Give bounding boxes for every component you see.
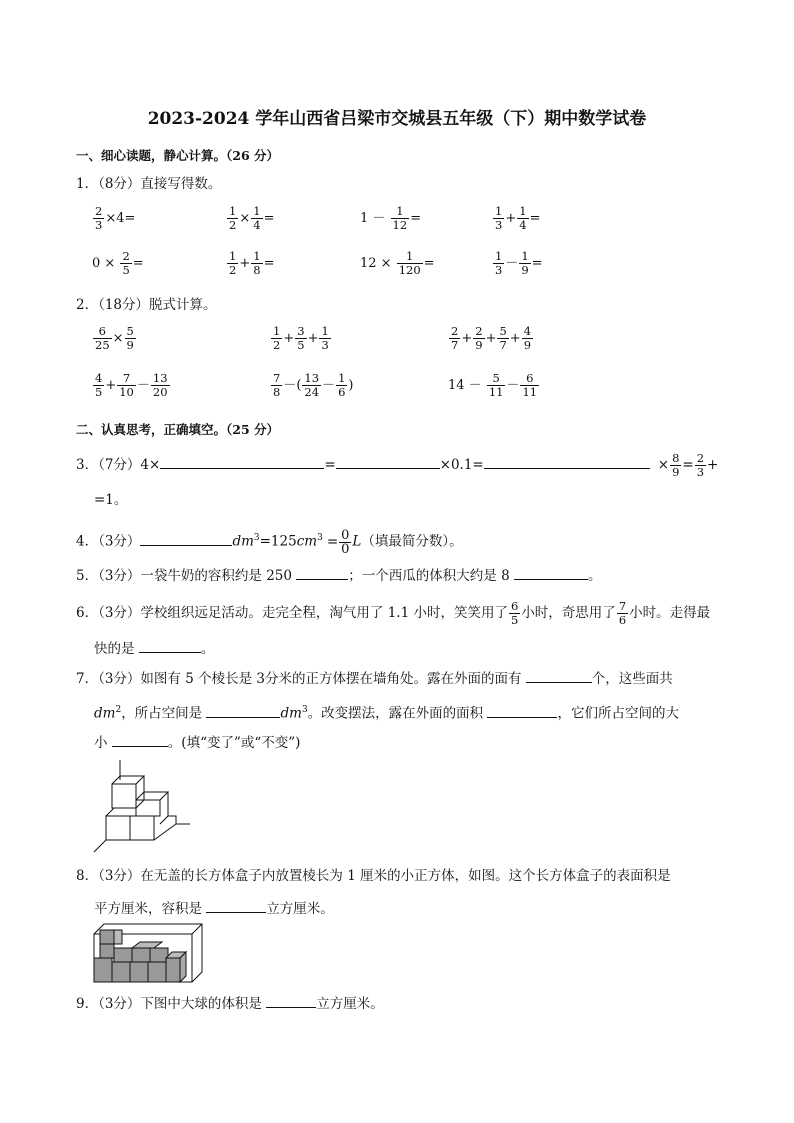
q1-expr-r2c1: 0 × $\frac{2}{5}$ = [92, 249, 144, 277]
q2-expr-e: $\frac{7}{8}$ －( $\frac{13}{24}$ － $\frac{1}{6}$ ) [273, 371, 354, 399]
q4-blank[interactable] [140, 531, 232, 546]
q5-blank-1[interactable] [296, 565, 348, 580]
q1-expr-r2c4: $\frac{1}{3}$ － $\frac{1}{9}$ = [495, 249, 543, 277]
q7-blank-2[interactable] [206, 703, 280, 718]
section-1-heading: 一、细心读题，静心计算。（26 分） [76, 148, 279, 163]
q9-blank[interactable] [266, 993, 316, 1008]
cubes-corner-figure [90, 756, 200, 856]
q1-expr-r1c2: $\frac{1}{2}$ × $\frac{1}{4}$ = [229, 204, 275, 232]
q7-blank-3[interactable] [487, 703, 557, 718]
q1-expr-r2c2: $\frac{1}{2}$ + $\frac{1}{8}$ = [229, 249, 275, 277]
question-8-line2: 平方厘米，容积是 立方厘米。 [94, 898, 334, 919]
q2-expr-b: $\frac{1}{2}$ + $\frac{3}{5}$ + $\frac{1}{3}$ [273, 324, 329, 352]
q6-blank[interactable] [139, 638, 201, 653]
q1-expr-r1c1: $\frac{2}{3}$ ×4= [95, 204, 136, 232]
question-1-head: 1．（8分）直接写得数。 [76, 176, 222, 192]
q3-blank-2[interactable] [336, 454, 440, 469]
q2-expr-f: 14 － $\frac{5}{11}$ － $\frac{6}{11}$ [448, 371, 538, 399]
q2-expr-c: $\frac{2}{7}$ + $\frac{2}{9}$ + $\frac{5}{7}$ + $\frac{4}{9}$ [451, 324, 532, 352]
question-7-line2: $dm^2$，所占空间是 $dm^3$。改变摆法，露在外面的面积 ，它们所占空间的大 [94, 700, 679, 724]
question-2-head: 2．（18分）脱式计算。 [76, 297, 217, 313]
q8-blank[interactable] [206, 898, 266, 913]
question-8-line1: 8．（3分）在无盖的长方体盒子内放置棱长为 1 厘米的小正方体，如图。这个长方体盒子的表面积是 [76, 868, 671, 884]
q3-blank-3[interactable] [484, 454, 650, 469]
q1-expr-r1c3: 1 － $\frac{1}{12}$ = [360, 204, 422, 232]
question-7-line1: 7．（3分）如图有 5 个棱长是 3分米的正方体摆在墙角处。露在外面的面有 个，这些面共 [76, 668, 673, 689]
question-6-line2: 快的是 。 [94, 638, 214, 659]
question-6-line1: 6．（3分）学校组织远足活动。走完全程，淘气用了 1.1 小时，笑笑用了 $\frac{6}{5}$ 小时，奇思用了 $\frac{7}{6}$ 小时。走得最 [76, 599, 711, 627]
q7-blank-4[interactable] [112, 732, 168, 747]
q1-expr-r2c3: 12 × $\frac{1}{120}$ = [360, 249, 435, 277]
box-with-cubes-figure [92, 922, 204, 984]
q2-expr-a: $\frac{6}{25}$ × $\frac{5}{9}$ [95, 324, 134, 352]
section-2-heading: 二、认真思考，正确填空。（25 分） [76, 422, 279, 437]
question-3-line1: 3．（7分）4× = ×0.1= × $\frac{8}{9}$ = $\frac{2}{3}$ + [76, 451, 719, 479]
q1-expr-r1c4: $\frac{1}{3}$ + $\frac{1}{4}$ = [495, 204, 541, 232]
question-9: 9．（3分）下图中大球的体积是 立方厘米。 [76, 993, 384, 1014]
page-title: 2023-2024 学年山西省吕梁市交城县五年级（下）期中数学试卷 [147, 109, 647, 129]
question-4: 4．（3分） $dm^3=125cm^3$ = $\frac{0}{0}$ L（填最简分数）。 [76, 527, 463, 557]
question-7-line3: 小 。(填“变了”或“不变”) [94, 732, 300, 753]
q3-blank-1[interactable] [160, 454, 324, 469]
question-3-line2: =1。 [94, 492, 128, 508]
q7-blank-1[interactable] [526, 668, 592, 683]
q5-blank-2[interactable] [514, 565, 588, 580]
q2-expr-d: $\frac{4}{5}$ + $\frac{7}{10}$ － $\frac{13}{20}$ [95, 371, 168, 399]
question-5: 5．（3分）一袋牛奶的容积约是 250 ；一个西瓜的体积大约是 8 。 [76, 565, 601, 586]
